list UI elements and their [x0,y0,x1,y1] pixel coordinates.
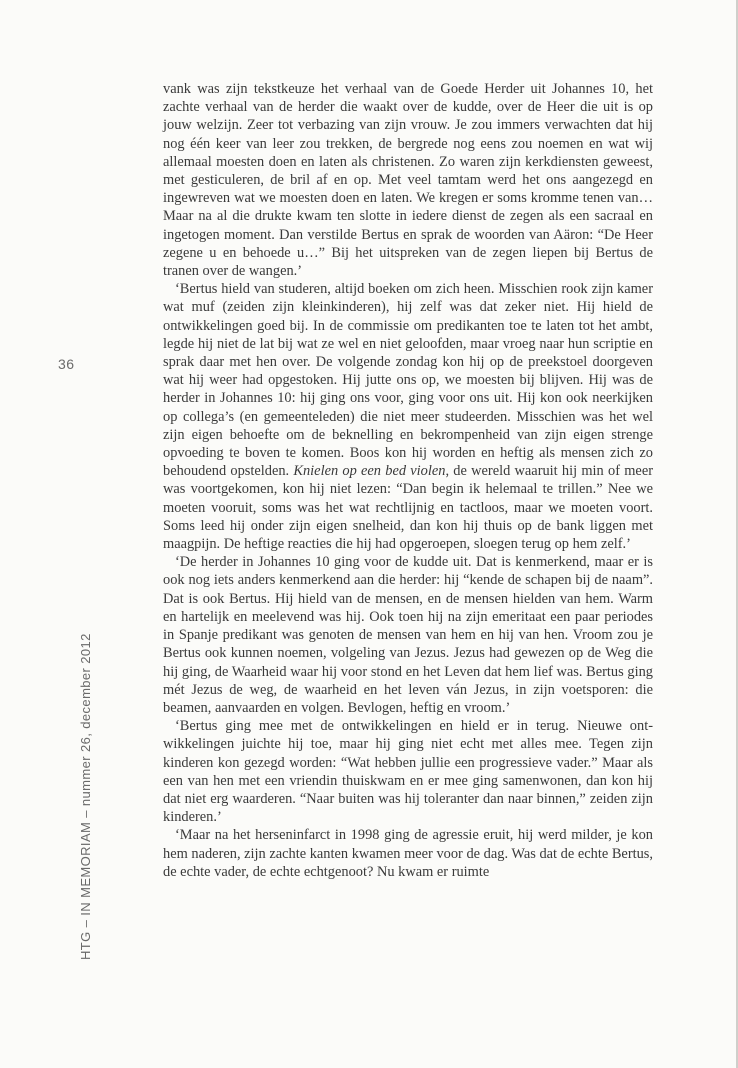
paragraph-2 [163,280,653,553]
book-title: Knielen op een bed violen [293,463,446,480]
paragraph-2-text-a: ‘Bertus hield van studeren, altijd boeken om zich heen. Misschien rook zijn kamer wat muf (zeiden zijn kleinkinderen), hij zelf was dat zeker niet. Hij hield de ontwikkelingen goed bij. In de commissie om predikanten toe te laten tot het ambt, legde hij niet de lat bij wat ze wel en niet geloofden, maar vroeg naar hun scriptie en sprak daar met hen over. De volgende zondag kon hij op de preekstoel doorgeven wat hij weer had opgestoken. Hij jutte ons op, we moesten bij blijven. Hij was de herder in Johannes 10: hij ging ons voor, ging voor ons uit. Hij kon ook neerkijken op collega’s (en gemeenteleden) die niet meer studeerden. Misschien was het wel zijn eigen behoefte om de beknelling en bekrompenheid van zijn eigen strenge opvoeding te boven te komen. Boos kon hij worden en heftig als mensen zich zo behoudend opstelden. [163,281,653,480]
page-number: 36 [58,356,75,372]
paragraph-2-text-b: , de wereld waaruit hij min of meer was voortgekomen, kon hij niet lezen: “Dan begin ik helemaal te trillen.” Nee we moeten vooruit, soms was het wat rechtlijnig en tactloos, maar we moeten voort. Soms leed hij onder zijn eigen snelheid, dan kon hij thuis op de bank liggen met maagpijn. De heftige reacties die hij had opgeroepen, sloegen terug op hem zelf.’ [163,463,653,553]
running-head: HTG – IN MEMORIAM – nummer 26, december 2012 [78,633,93,960]
paragraph-5: ‘Maar na het herseninfarct in 1998 ging de agressie eruit, hij werd milder, je kon hem naderen, zijn zachte kanten kwamen meer voor de dag. Was dat de echte Bertus, de echte vader, de echte echtgenoot? Nu kwam er ruimte [163,827,653,880]
paragraph-1: vank was zijn tekstkeuze het verhaal van de Goede Herder uit Johannes 10, het zachte verhaal van de herder die waakt over de kudde, over de Heer die uit is op jouw welzijn. Zeer tot verbazing van zijn vrouw. Je zou immers verwachten dat hij nog één keer van leer zou trekken, de bergrede nog eens zou noemen en wat wij allemaal moesten doen en laten als christenen. Zo waren zijn kerkdiensten geweest, met gesticuleren, de bril af en op. Met veel tamtam werd het ons aangezegd en ingewreven wat we moesten doen en laten. We kregen er soms kromme tenen van… Maar na al die drukte kwam ten slotte in iedere dienst de zegen als een sacraal en ingetogen moment. Dan verstilde Bertus en sprak de woorden van Aäron: “De Heer zegene u en behoede u…” Bij het uitspreken van de zegen liepen bij Bertus de tranen over de wangen.’ [163,81,653,280]
paragraph-4: ‘Bertus ging mee met de ontwikkelingen en hield er in terug. Nieuwe ontwikkelingen juichte hij toe, maar hij ging niet echt met alles mee. Tegen zijn kinderen kon gezegd worden: “Wat hebben jullie een progressieve vader.” Maar als een van hen met een vriendin thuiskwam en er mee ging samenwonen, dan kon hij dat niet erg waarderen. “Naar buiten was hij toleranter dan naar binnen,” zeiden zijn kinderen.’ [163,718,653,826]
article-body [163,80,653,881]
paragraph-3: ‘De herder in Johannes 10 ging voor de kudde uit. Dat is kenmerkend, maar er is ook nog iets anders kenmerkend aan die herder: hij “kende de schapen bij de naam”. Dat is ook Bertus. Hij hield van de mensen, en de mensen hielden van hem. Warm en hartelijk en meelevend was hij. Ook toen hij na zijn emeritaat een paar periodes in Spanje predikant was genoten de mensen van hem en hij van hen. Vroom zou je Bertus ook kunnen noemen, volgeling van Jezus. Jezus had gewezen op de Weg die hij ging, de Waarheid waar hij voor stond en het Leven dat hem lief was. Bertus ging mét Jezus de weg, de waarheid en het leven ván Jezus, in zijn voetsporen: die beamen, aanvaarden en volgen. Bevlogen, heftig en vroom.’ [163,554,653,716]
